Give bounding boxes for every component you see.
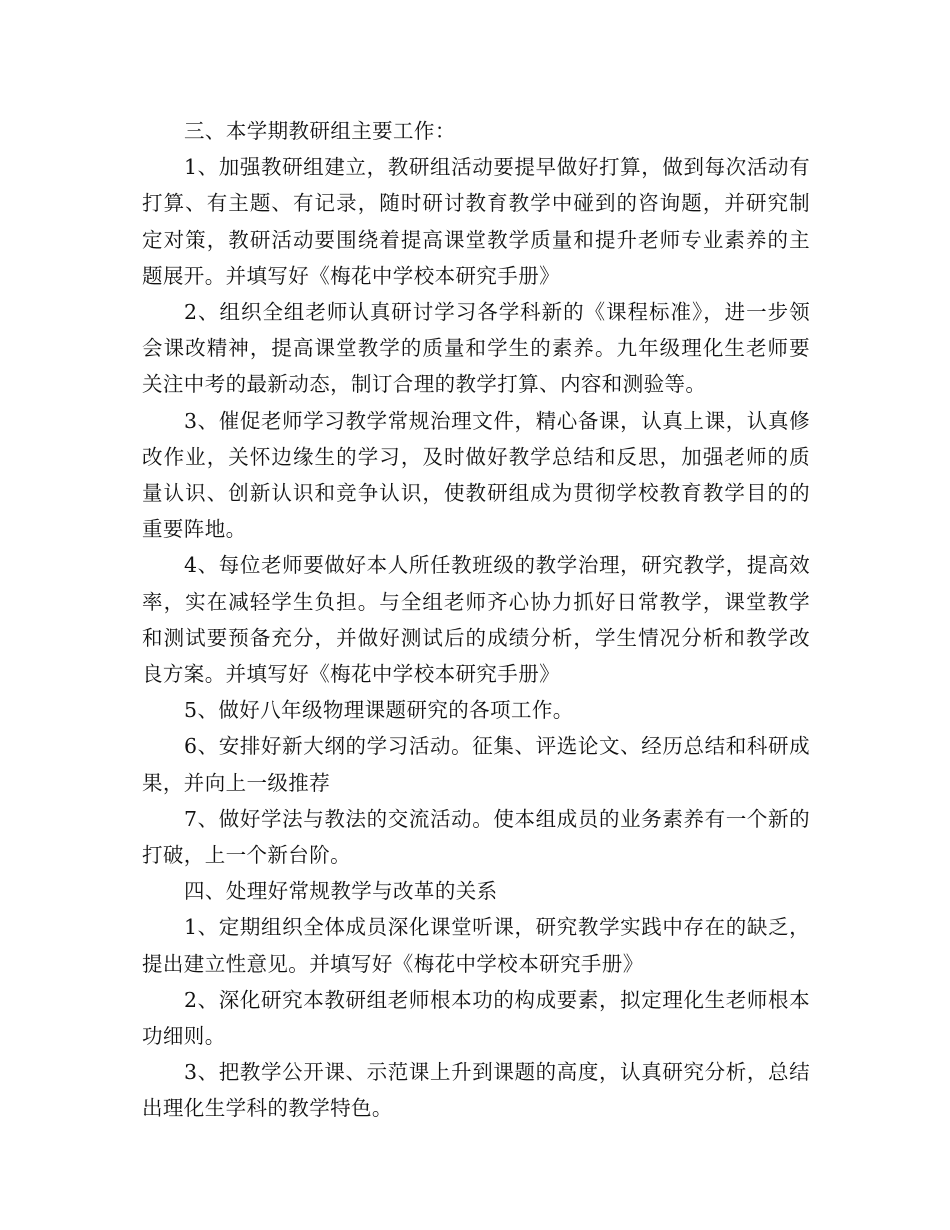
paragraph-item-1: 1、加强教研组建立，教研组活动要提早做好打算，做到每次活动有打算、有主题、有记录，随时研讨教育教学中碰到的咨询题，并研究制定对策，教研活动要围绕着提高课堂教学质量和提升老师专业素养的主题展开。并填写好《梅花中学校本研究手册》	[142, 155, 810, 288]
paragraph-item-4-1: 1、定期组织全体成员深化课堂听课，研究教学实践中存在的缺乏，提出建立性意见。并填写好《梅花中学校本研究手册》	[142, 915, 810, 976]
paragraph-item-3: 3、催促老师学习教学常规治理文件，精心备课，认真上课，认真修改作业，关怀边缘生的学习，及时做好教学总结和反思，加强老师的质量认识、创新认识和竞争认识，使教研组成为贯彻学校教育教学目的的重要阵地。	[142, 408, 810, 542]
paragraph-item-7: 7、做好学法与教法的交流活动。使本组成员的业务素养有一个新的打破，上一个新台阶。	[142, 806, 810, 868]
paragraph-item-5: 5、做好八年级物理课题研究的各项工作。	[184, 698, 574, 723]
paragraph-item-6: 6、安排好新大纲的学习活动。征集、评选论文、经历总结和科研成果，并向上一级推荐	[142, 734, 810, 795]
paragraph-item-4-3: 3、把教学公开课、示范课上升到课题的高度，认真研究分析，总结出理化生学科的教学特色。	[142, 1060, 810, 1121]
paragraph-item-2: 2、组织全组老师认真研讨学习各学科新的《课程标准》，进一步领会课改精神，提高课堂教学的质量和学生的素养。九年级理化生老师要关注中考的最新动态，制订合理的教学打算、内容和测验等。	[142, 300, 810, 397]
document-body	[142, 113, 810, 1127]
section-heading-3: 三、本学期教研组主要工作：	[184, 119, 456, 143]
paragraph-item-4: 4、每位老师要做好本人所任教班级的教学治理，研究教学，提高效率，实在减轻学生负担。与全组老师齐心协力抓好日常教学，课堂教学和测试要预备充分，并做好测试后的成绩分析，学生情况分析和教学改良方案。并填写好《梅花中学校本研究手册》	[142, 553, 810, 687]
paragraph-item-4-2: 2、深化研究本教研组老师根本功的构成要素，拟定理化生老师根本功细则。	[142, 987, 810, 1049]
section-heading-4: 四、处理好常规教学与改革的关系	[184, 879, 498, 904]
